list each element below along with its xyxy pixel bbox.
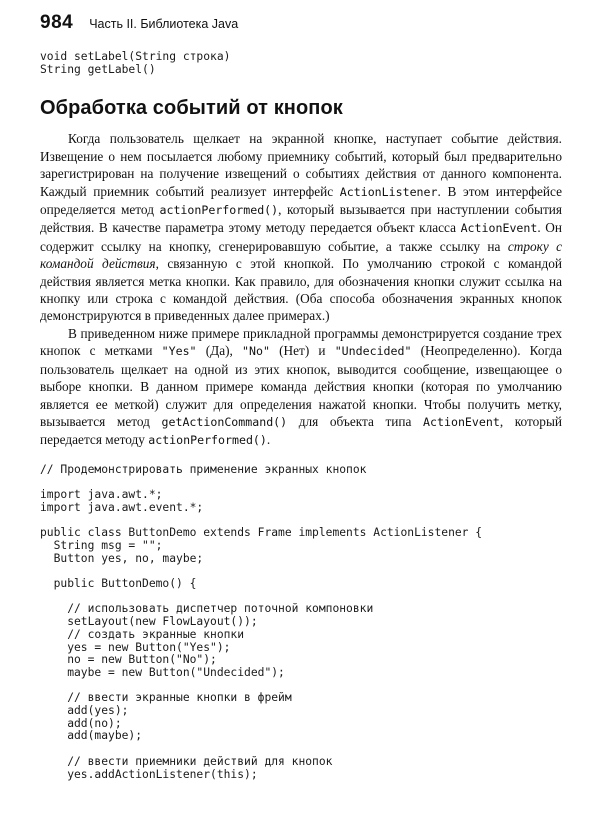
inline-code: getActionCommand() xyxy=(161,414,288,429)
text-span: , связанную с этой кнопкой. По умолчанию строкой с командой действия является метка кнопки. Как правило, для обозначения кнопки служит ссылка на кнопку или строка с командой действия. (Оба способа обозначения экранных кнопок демонстрируются в приведенных далее примерах.) xyxy=(40,256,562,324)
section-title: Обработка событий от кнопок xyxy=(40,97,343,120)
text-span: (Нет) и xyxy=(269,343,335,359)
running-head: Часть II. Библиотека Java xyxy=(89,17,239,31)
inline-code: "Yes" xyxy=(161,344,197,359)
text-span: В приведенном ниже примере прикладной программы демонстрируется создание трех кнопок с метками xyxy=(40,325,562,359)
book-page xyxy=(40,12,588,781)
inline-code: "Undecided" xyxy=(334,344,412,359)
code-listing-main: // Продемонстрировать применение экранных кнопок import java.awt.*; import java.awt.event.*; public class ButtonDemo extends Frame implements ActionListener { String msg = ""; Button yes, no, maybe; public ButtonDemo() { // использовать диспетчер поточной компоновки setLayout(new FlowLayout()); // создать экранные кнопки yes = new Button("Yes"); no = new Button("No"); maybe = new Button("Undecided"); // ввести экранные кнопки в фрейм add(yes); add(no); add(maybe); // ввести приемники действий для кнопок yes.addActionListener(this); xyxy=(40,462,483,781)
text-span: (Да), xyxy=(196,343,243,359)
inline-code: actionPerformed() xyxy=(159,203,279,218)
text-span: . xyxy=(266,432,271,448)
text-span: , который передается методу xyxy=(40,413,562,448)
paragraph-2 xyxy=(40,325,562,450)
page-number: 984 xyxy=(40,12,74,33)
inline-code: ActionListener xyxy=(339,184,438,199)
text-span: Когда пользователь щелкает на экранной кнопке, наступает событие действия. Извещение о нем посылается любому приемнику событий, который был предварительно зарегистрирован на получение извещений о событиях действия от данного компонента. Каждый приемник событий реализует интерфейс xyxy=(40,131,562,199)
text-span: , который вызывается при наступлении события действия. В качестве параметра этому методу передается объект класса xyxy=(40,202,562,236)
text-span: (Неопределенно). Когда пользователь щелкает на одной из этих кнопок, выводится сообщение, извещающее о выборе кнопки. В данном примере команда действия кнопки (которая по умолчанию является ее меткой) служит для определения нажатой кнопки. Чтобы получить метку, вызывается метод xyxy=(40,343,562,429)
text-span: . Он содержит ссылку на кнопку, сгенерировавшую событие, а также ссылку на xyxy=(40,220,563,254)
text-span: для объекта типа xyxy=(287,413,424,429)
code-listing-top: void setLabel(String строка) String getLabel() xyxy=(40,50,231,76)
inline-code: ActionEvent xyxy=(423,414,500,429)
inline-code: "No" xyxy=(242,344,270,359)
text-span: . В этом интерфейсе определяется метод xyxy=(40,183,562,218)
inline-code: actionPerformed() xyxy=(148,433,267,448)
page-header xyxy=(40,12,588,36)
emphasis-text: строку с командой действия xyxy=(40,238,562,272)
paragraph-1 xyxy=(40,130,562,324)
inline-code: ActionEvent xyxy=(460,221,538,236)
